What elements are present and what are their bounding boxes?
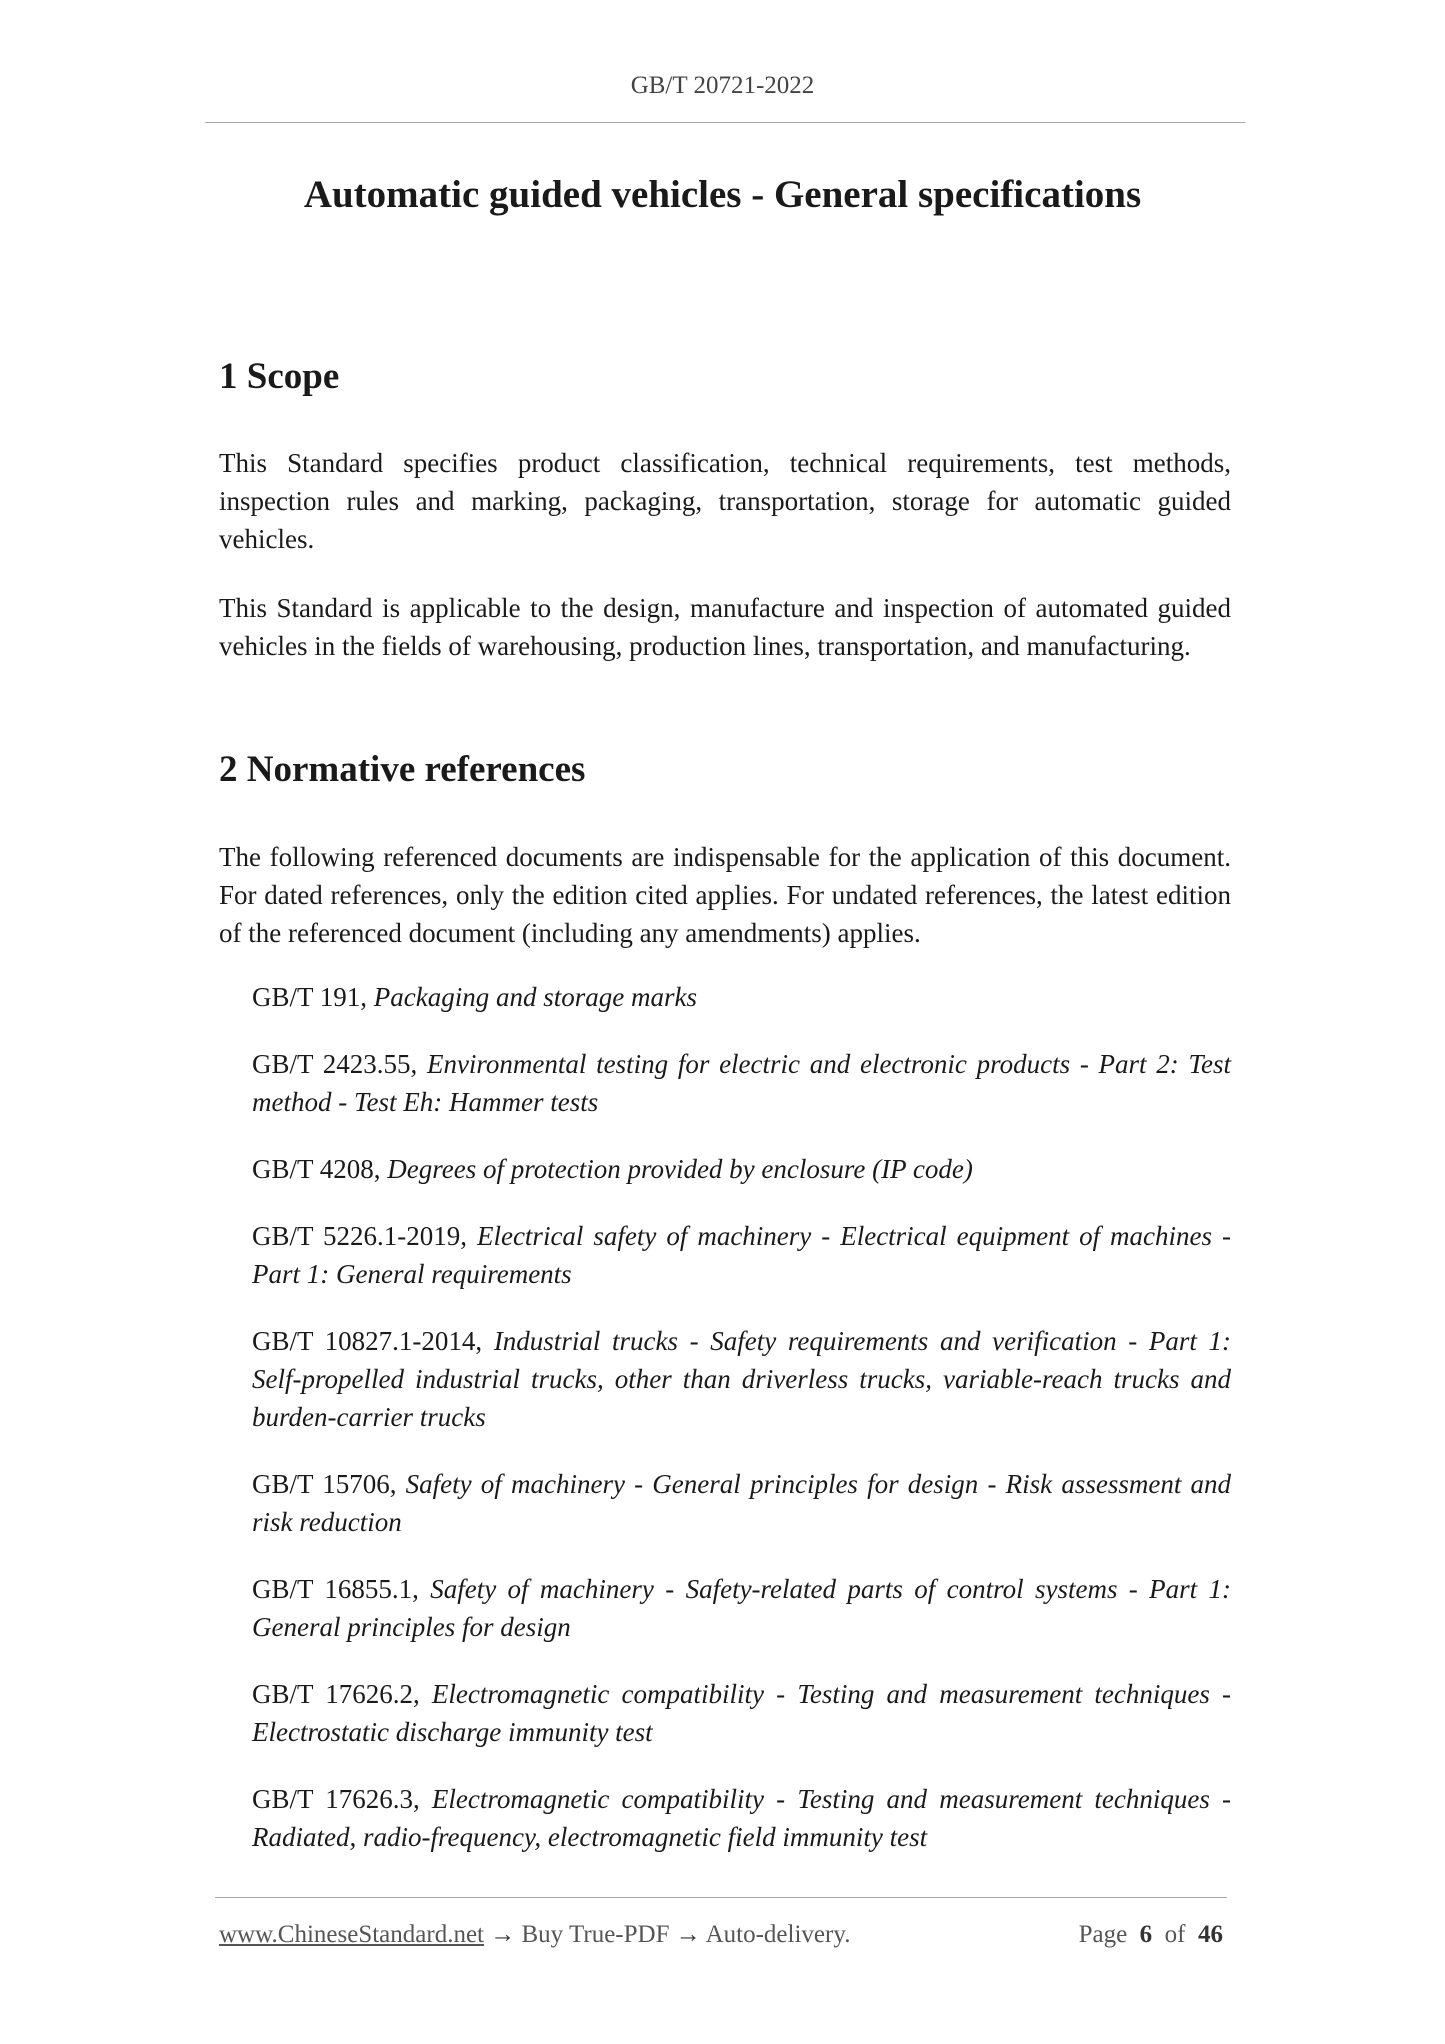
reference-title: Safety of machinery - General principles for design - Risk assessment and risk reduction	[252, 1469, 1232, 1537]
buy-true-pdf-text: Buy True-PDF	[521, 1921, 670, 1948]
scope-paragraph-2: This Standard is applicable to the design, manufacture and inspection of automated guided vehicles in the fields of warehousing, production lines, transportation, and manufacturing.	[219, 593, 1231, 661]
reference-item	[252, 1150, 1231, 1188]
arrow-right-icon: →	[490, 1921, 516, 1948]
normative-intro-paragraph: The following referenced documents are indispensable for the application of this document. For dated references, only the edition cited applies. For undated references, the latest edition of the referenced document (including any amendments) applies.	[219, 842, 1231, 948]
reference-title: Electrical safety of machinery - Electrical equipment of machines - Part 1: General requirements	[252, 1221, 1231, 1289]
reference-title: Degrees of protection provided by enclosure (IP code)	[387, 1154, 973, 1184]
header-divider	[205, 122, 1245, 123]
reference-code: GB/T 17626.3,	[252, 1784, 420, 1814]
running-header: GB/T 20721-2022	[630, 72, 815, 99]
reference-title: Industrial trucks - Safety requirements and verification - Part 1: Self-propelled industrial trucks, other than driverless trucks, variable-reach trucks and burden-carrier trucks	[252, 1326, 1231, 1432]
site-link[interactable]: www.ChineseStandard.net	[219, 1921, 484, 1948]
reference-code: GB/T 5226.1-2019,	[252, 1221, 467, 1251]
reference-list	[252, 978, 1231, 1885]
reference-title: Safety of machinery - Safety-related parts of control systems - Part 1: General principles for design	[252, 1574, 1232, 1642]
document-title: Automatic guided vehicles - General specifications	[303, 173, 1142, 216]
reference-code: GB/T 15706,	[252, 1469, 397, 1499]
reference-item	[252, 1570, 1231, 1646]
reference-item	[252, 1045, 1231, 1121]
arrow-right-icon: →	[675, 1921, 701, 1948]
reference-title: Electromagnetic compatibility - Testing and measurement techniques - Radiated, radio-frequency, electromagnetic field immunity test	[252, 1784, 1232, 1852]
reference-code: GB/T 10827.1-2014,	[252, 1326, 483, 1356]
reference-code: GB/T 191,	[252, 982, 368, 1012]
page-current: 6	[1139, 1921, 1153, 1948]
reference-code: GB/T 2423.55,	[252, 1049, 418, 1079]
reference-code: GB/T 16855.1,	[252, 1574, 419, 1604]
reference-item	[252, 1465, 1231, 1541]
page-of-label: of	[1164, 1921, 1186, 1948]
footer-promo	[219, 1918, 850, 1952]
page-label: Page	[1078, 1921, 1128, 1948]
reference-code: GB/T 17626.2,	[252, 1679, 420, 1709]
reference-item	[252, 1675, 1231, 1751]
section-heading-normative-references: 2 Normative references	[219, 749, 586, 790]
reference-item	[252, 1217, 1231, 1293]
reference-item	[252, 978, 1231, 1016]
reference-title: Electromagnetic compatibility - Testing and measurement techniques - Electrostatic discharge immunity test	[252, 1679, 1232, 1747]
footer-divider	[215, 1897, 1227, 1898]
reference-item	[252, 1322, 1231, 1436]
scope-paragraph-1: This Standard specifies product classification, technical requirements, test methods, inspection rules and marking, packaging, transportation, storage for automatic guided vehicles.	[219, 448, 1231, 554]
page-total: 46	[1198, 1921, 1223, 1948]
reference-code: GB/T 4208,	[252, 1154, 381, 1184]
reference-title: Packaging and storage marks	[373, 982, 697, 1012]
page-indicator	[1079, 1918, 1223, 1952]
section-heading-scope: 1 Scope	[219, 356, 340, 397]
reference-item	[252, 1780, 1231, 1856]
reference-title: Environmental testing for electric and electronic products - Part 2: Test method - Test Eh: Hammer tests	[252, 1049, 1231, 1117]
auto-delivery-text: Auto-delivery.	[705, 1921, 851, 1948]
